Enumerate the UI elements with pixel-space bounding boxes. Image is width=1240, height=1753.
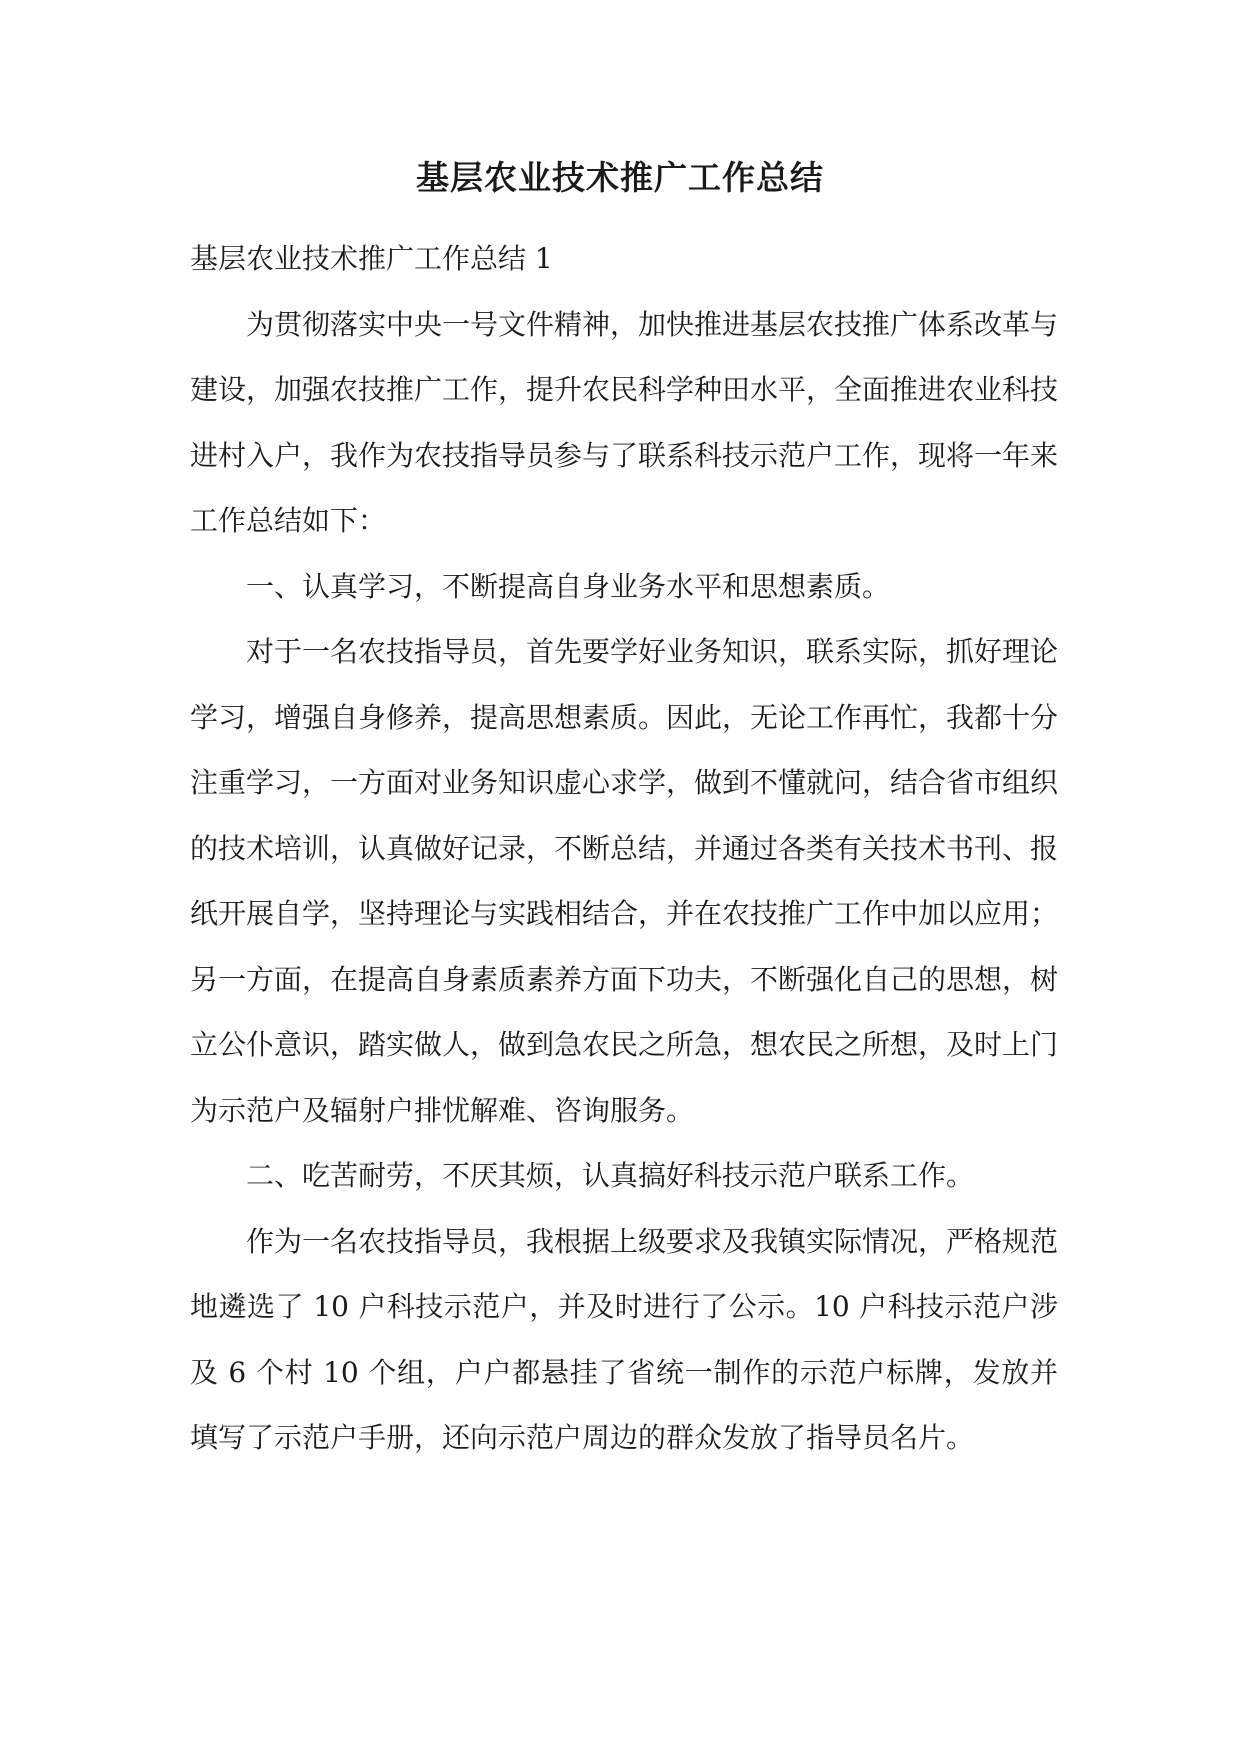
- section-heading-1: 一、认真学习，不断提高自身业务水平和思想素质。: [246, 569, 891, 603]
- paragraph-intro: 为贯彻落实中央一号文件精神，加快推进基层农技推广体系改革与建设，加强农技推广工作，提升农民科学种田水平，全面推进农业科技进村入户，我作为农技指导员参与了联系科技示范户工作，现将一年来工作总结如下：: [190, 307, 1059, 537]
- paragraph-study: 对于一名农技指导员，首先要学好业务知识，联系实际，抓好理论学习，增强自身修养，提高思想素质。因此，无论工作再忙，我都十分注重学习，一方面对业务知识虚心求学，做到不懂就问，结合省市组织的技术培训，认真做好记录，不断总结，并通过各类有关技术书刊、报纸开展自学，坚持理论与实践相结合，并在农技推广工作中加以应用；另一方面，在提高自身素质素养方面下功夫，不断强化自己的思想，树立公仆意识，踏实做人，做到急农民之所急，想农民之所想，及时上门为示范户及辐射户排忧解难、咨询服务。: [190, 635, 1059, 1127]
- document-title: 基层农业技术推广工作总结: [416, 158, 824, 197]
- document-subtitle: 基层农业技术推广工作总结 1: [190, 242, 553, 275]
- section-heading-2: 二、吃苦耐劳，不厌其烦，认真搞好科技示范户联系工作。: [246, 1159, 975, 1192]
- document-body: [190, 226, 1058, 1471]
- paragraph-demonstration-households: 作为一名农技指导员，我根据上级要求及我镇实际情况，严格规范地遴选了 10 户科技示范户，并及时进行了公示。10 户科技示范户涉及 6 个村 10 个组，户户都悬挂了省统一制作的示范户标牌，发放并填写了示范户手册，还向示范户周边的群众发放了指导员名片。: [190, 1224, 1059, 1454]
